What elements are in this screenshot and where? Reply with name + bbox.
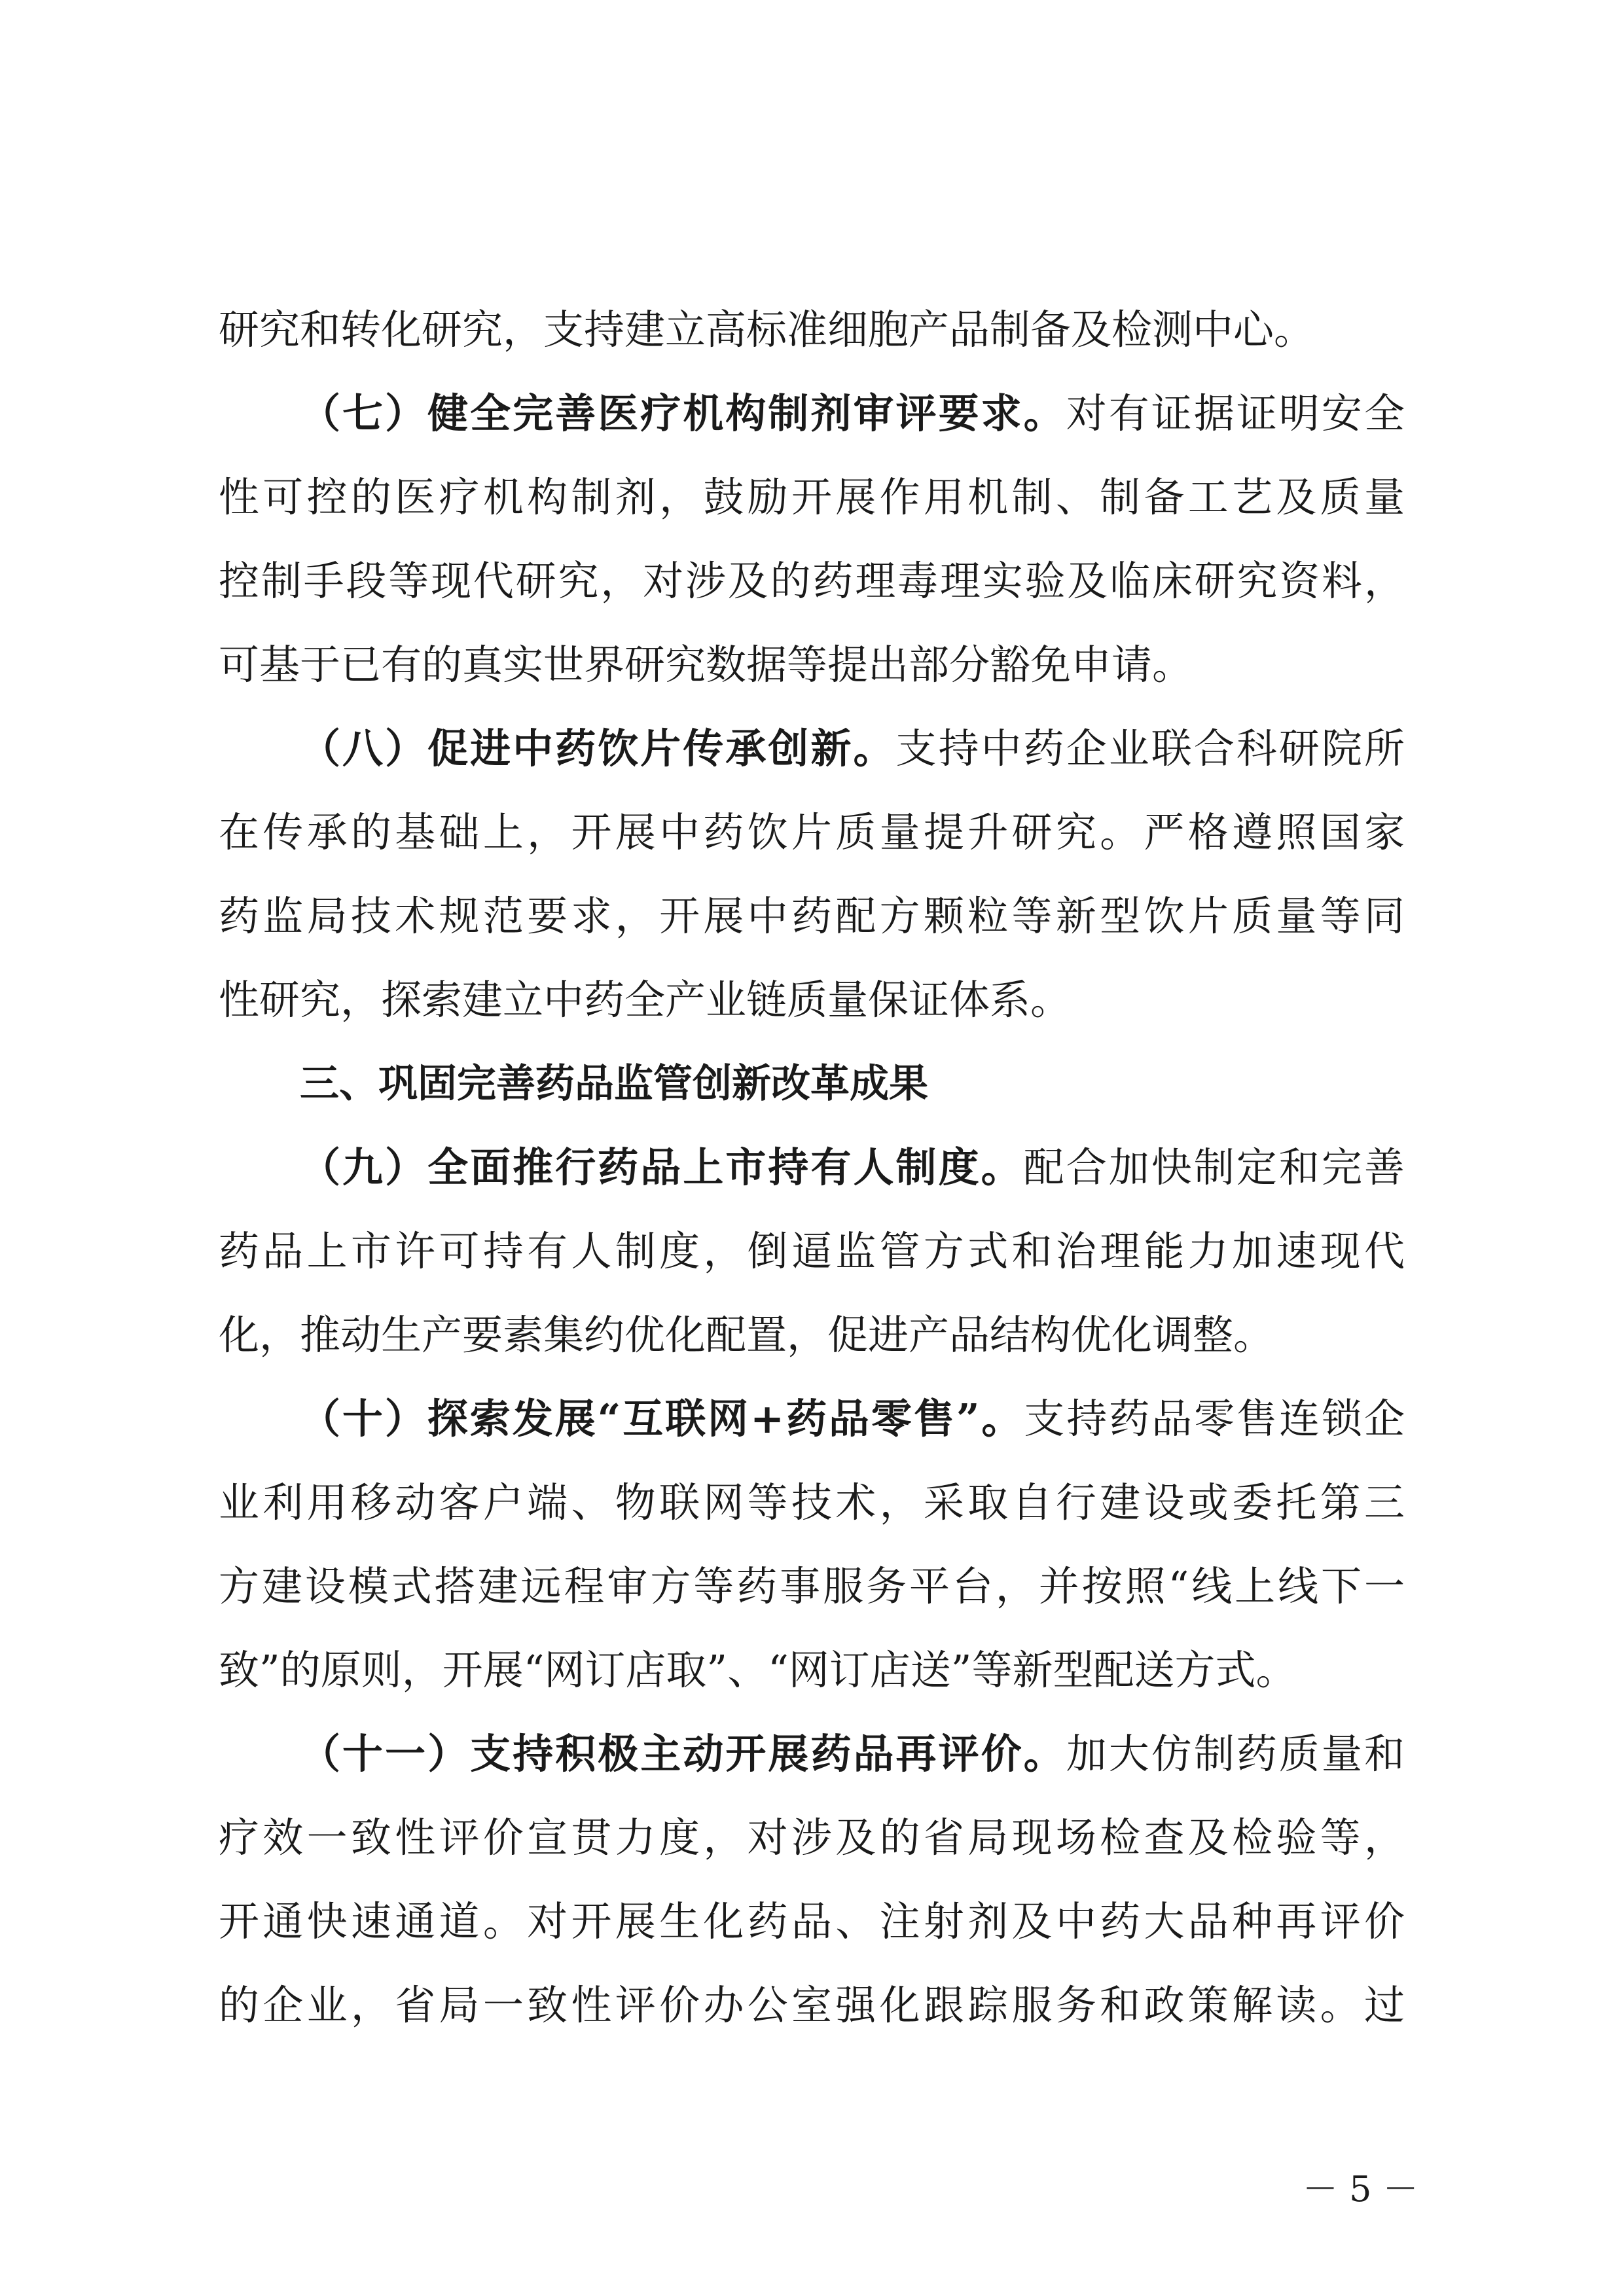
section-7-title: （七）健全完善医疗机构制剂审评要求。 — [300, 389, 1066, 437]
text-line: 性研究，探索建立中药全产业链质量保证体系。 — [219, 976, 1072, 1024]
text-span: 加大仿制药质量和 — [1066, 1730, 1405, 1778]
text-span: 支持药品零售连锁企 — [1024, 1395, 1405, 1443]
section-11-title: （十一）支持积极主动开展药品再评价。 — [300, 1730, 1066, 1778]
text-line: 的企业，省局一致性评价办公室强化跟踪服务和政策解读。过 — [219, 1981, 1405, 2029]
body-text — [219, 288, 1405, 2047]
section-8-title: （八）促进中药饮片传承创新。 — [300, 725, 896, 772]
section-8-heading-line — [219, 707, 1405, 791]
section-7-heading-line — [219, 372, 1405, 456]
text-span: 支持中药企业联合科研院所 — [895, 725, 1405, 772]
text-line: 研究和转化研究，支持建立高标准细胞产品制备及检测中心。 — [219, 306, 1315, 353]
section-11-heading-line — [219, 1712, 1405, 1796]
text-line: 药监局技术规范要求，开展中药配方颗粒等新型饮片质量等同 — [219, 892, 1405, 940]
text-line: 方建设模式搭建远程审方等药事服务平台，并按照“线上线下一 — [219, 1562, 1405, 1610]
section-10-title: （十）探索发展“互联网+药品零售”。 — [300, 1395, 1024, 1443]
text-line: 疗效一致性评价宣贯力度，对涉及的省局现场检查及检验等， — [219, 1814, 1405, 1861]
part-3-heading: 三、巩固完善药品监管创新改革成果 — [300, 1061, 928, 1107]
text-line: 化，推动生产要素集约优化配置，促进产品结构优化调整。 — [219, 1311, 1274, 1359]
text-line: 开通快速通道。对开展生化药品、注射剂及中药大品种再评价 — [219, 1897, 1405, 1945]
text-line: 可基于已有的真实世界研究数据等提出部分豁免申请。 — [219, 641, 1193, 689]
text-line: 药品上市许可持有人制度，倒逼监管方式和治理能力加速现代 — [219, 1227, 1405, 1275]
section-9-title: （九）全面推行药品上市持有人制度。 — [300, 1143, 1024, 1191]
text-line: 性可控的医疗机构制剂，鼓励开展作用机制、制备工艺及质量 — [219, 473, 1405, 521]
text-line: 业利用移动客户端、物联网等技术，采取自行建设或委托第三 — [219, 1479, 1405, 1526]
section-9-heading-line — [219, 1126, 1405, 1210]
page-number: － 5 － — [1303, 2168, 1418, 2210]
text-line: 致”的原则，开展“网订店取”、“网订店送”等新型配送方式。 — [219, 1646, 1297, 1694]
text-line: 在传承的基础上，开展中药饮片质量提升研究。严格遵照国家 — [219, 808, 1405, 856]
text-span: 对有证据证明安全 — [1066, 389, 1405, 437]
text-line: 控制手段等现代研究，对涉及的药理毒理实验及临床研究资料， — [219, 557, 1405, 605]
text-span: 配合加快制定和完善 — [1023, 1143, 1405, 1191]
section-10-heading-line — [219, 1377, 1405, 1461]
